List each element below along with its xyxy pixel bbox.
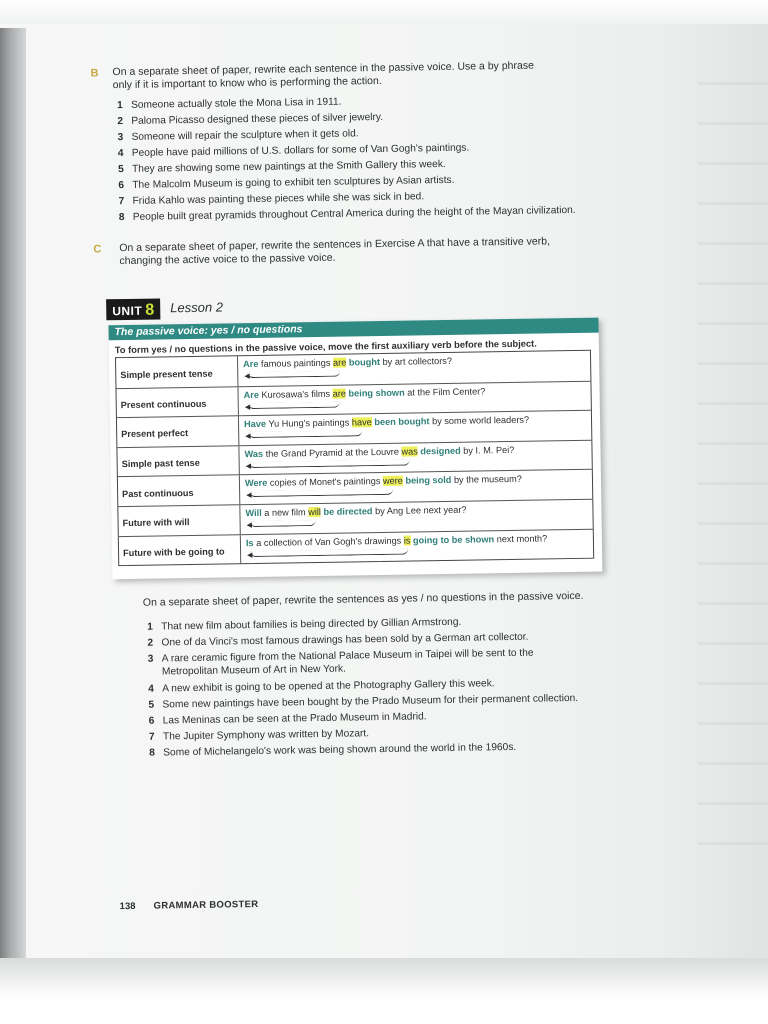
movement-arrow (248, 401, 340, 408)
exercise-b-item: 4 People have paid millions of U.S. dollars for some of Van Gogh's paintings. (117, 142, 470, 160)
past-participle: going to be shown (410, 533, 495, 546)
exercise-b-item: 1 Someone actually stole the Mona Lisa in 1911. (116, 96, 342, 112)
page-bottom-edge (0, 958, 768, 1024)
grammar-example (239, 440, 591, 474)
example-rest: by Ang Lee next year? (372, 504, 467, 517)
binding-shadow (0, 28, 26, 978)
grammar-example (241, 529, 593, 563)
grammar-tense-label: Future with be going to (119, 535, 241, 566)
exercise-b-item: 6 The Malcolm Museum is going to exhibit ten sculptures by Asian artists. (118, 174, 455, 192)
grammar-tense-label: Simple past tense (117, 446, 239, 477)
original-auxiliary-highlight: was (401, 446, 418, 457)
moved-auxiliary: Have (243, 418, 267, 430)
grammar-tense-label: Past continuous (118, 476, 240, 507)
movement-arrow (249, 459, 410, 468)
original-auxiliary-highlight: have (351, 417, 372, 428)
exercise-c-letter: C (93, 243, 102, 256)
example-subject: famous paintings (258, 357, 334, 369)
example-subject: a new film (261, 507, 309, 518)
moved-auxiliary: Are (243, 389, 259, 400)
grammar-example (240, 470, 592, 504)
arrow-head-icon: ◀ (244, 403, 251, 411)
textbook-page (60, 30, 714, 940)
example-rest: at the Film Center? (404, 385, 486, 398)
original-auxiliary-highlight: are (332, 388, 347, 399)
grammar-example (238, 351, 590, 386)
original-auxiliary-highlight: are (332, 357, 347, 368)
lesson-title: Lesson 2 (170, 299, 224, 316)
movement-arrow (250, 520, 316, 527)
arrow-head-icon: ◀ (245, 462, 252, 470)
past-participle: being shown (345, 387, 405, 399)
grammar-example (238, 381, 590, 415)
grammar-tense-label: Present perfect (117, 416, 239, 447)
movement-arrow (249, 489, 393, 497)
past-participle: been bought (371, 416, 430, 428)
original-auxiliary-highlight: were (382, 476, 403, 487)
exercise-b-instruction-line2: only if it is important to know who is performing the action. (112, 74, 382, 92)
unit-badge (106, 298, 161, 320)
unit-number: 8 (145, 301, 155, 319)
movement-arrow (248, 430, 362, 438)
past-participle: designed (417, 445, 461, 457)
arrow-head-icon: ◀ (247, 551, 253, 559)
page-number: 138 (119, 900, 136, 913)
grammar-box-rule: To form yes / no questions in the passive voice, move the first auxiliary verb before the subject. (114, 338, 537, 356)
grammar-example (240, 500, 592, 534)
original-auxiliary-highlight: will (308, 506, 322, 518)
example-rest: by art collectors? (379, 355, 453, 368)
exercise-question-item: 2 One of da Vinci's most famous drawings has been sold by a German art collector. (147, 631, 529, 649)
grammar-box-title: The passive voice: yes / no questions (108, 318, 598, 341)
moved-auxiliary: Will (245, 507, 262, 519)
exercise-question-item: 3 A rare ceramic figure from the National Palace Museum in Taipei will be sent to the Metropolitan Museum of Art in New York. (147, 647, 534, 678)
exercise-question-item: 8 Some of Michelangelo's work was being shown around the world in the 1960s. (149, 741, 517, 759)
arrow-head-icon: ◀ (244, 373, 250, 381)
grammar-example (239, 411, 591, 445)
example-rest: by the museum? (451, 474, 522, 486)
example-subject: Yu Hung's paintings (265, 417, 352, 429)
moved-auxiliary: Was (244, 448, 264, 459)
past-participle: bought (346, 357, 381, 368)
exercise-b-item: 7 Frida Kahlo was painting these pieces while she was sick in bed. (118, 191, 425, 208)
exercise-b-item: 8 People built great pyramids throughout Central America during the height of the Mayan civilization. (118, 204, 576, 224)
exercise-question-item: 5 Some new paintings have been bought by the Prado Museum for their permanent collection. (148, 692, 579, 711)
example-rest: next month? (494, 532, 548, 544)
grammar-tense-label: Future with will (118, 505, 240, 536)
arrow-head-icon: ◀ (246, 492, 252, 500)
exercise-question-item: 7 The Jupiter Symphony was written by Mozart. (148, 728, 370, 743)
example-subject: the Grand Pyramid at the Louvre (263, 446, 402, 459)
original-auxiliary-highlight: is (403, 535, 411, 546)
exercise-c-instruction-line1: On a separate sheet of paper, rewrite the sentences in Exercise A that have a transitive verb, (119, 235, 551, 255)
exercise-b-letter: B (90, 67, 99, 80)
moved-auxiliary: Is (245, 537, 254, 548)
grammar-tense-label: Simple present tense (116, 356, 238, 388)
page-top-edge (0, 0, 768, 24)
exercise-c-instruction-line2: changing the active voice to the passive voice. (119, 251, 336, 268)
exercise-b-item: 3 Someone will repair the sculpture when it gets old. (117, 128, 359, 144)
section-title: GRAMMAR BOOSTER (153, 898, 259, 912)
grammar-box (108, 318, 602, 580)
exercise-question-item: 1 That new film about families is being directed by Gillian Armstrong. (147, 616, 462, 633)
example-subject: copies of Monet's paintings (267, 476, 384, 489)
grammar-table (115, 350, 594, 567)
past-participle: be directed (320, 506, 373, 517)
exercise-question-item: 4 A new exhibit is going to be opened at the Photography Gallery this week. (148, 678, 495, 695)
exercise-b-item: 5 They are showing some new paintings at the Smith Gallery this week. (117, 158, 446, 176)
moved-auxiliary: Were (244, 478, 268, 489)
arrow-head-icon: ◀ (246, 522, 253, 530)
unit-label: UNIT (112, 303, 143, 319)
exercise-question-item: 6 Las Meninas can be seen at the Prado Museum in Madrid. (148, 711, 427, 727)
example-subject: a collection of Van Gogh's drawings (253, 535, 404, 548)
exercise-b-instruction (112, 60, 534, 93)
exercise-b-item: 2 Paloma Picasso designed these pieces of silver jewelry. (117, 111, 384, 128)
arrow-head-icon: ◀ (245, 433, 251, 441)
moved-auxiliary: Are (243, 358, 259, 370)
movement-arrow (250, 548, 408, 556)
exercise-questions-instruction: On a separate sheet of paper, rewrite the sentences as yes / no questions in the passive voice. (142, 589, 584, 609)
exercise-c-instruction (119, 235, 550, 268)
exercise-b-instruction-line1: On a separate sheet of paper, rewrite each sentence in the passive voice. Use a by phrase (112, 59, 534, 79)
grammar-tense-label: Present continuous (116, 387, 238, 418)
movement-arrow (247, 371, 340, 378)
past-participle: being sold (402, 475, 452, 487)
example-subject: Kurosawa's films (258, 388, 333, 400)
example-rest: by I. M. Pei? (460, 444, 515, 456)
example-rest: by some world leaders? (429, 414, 530, 427)
